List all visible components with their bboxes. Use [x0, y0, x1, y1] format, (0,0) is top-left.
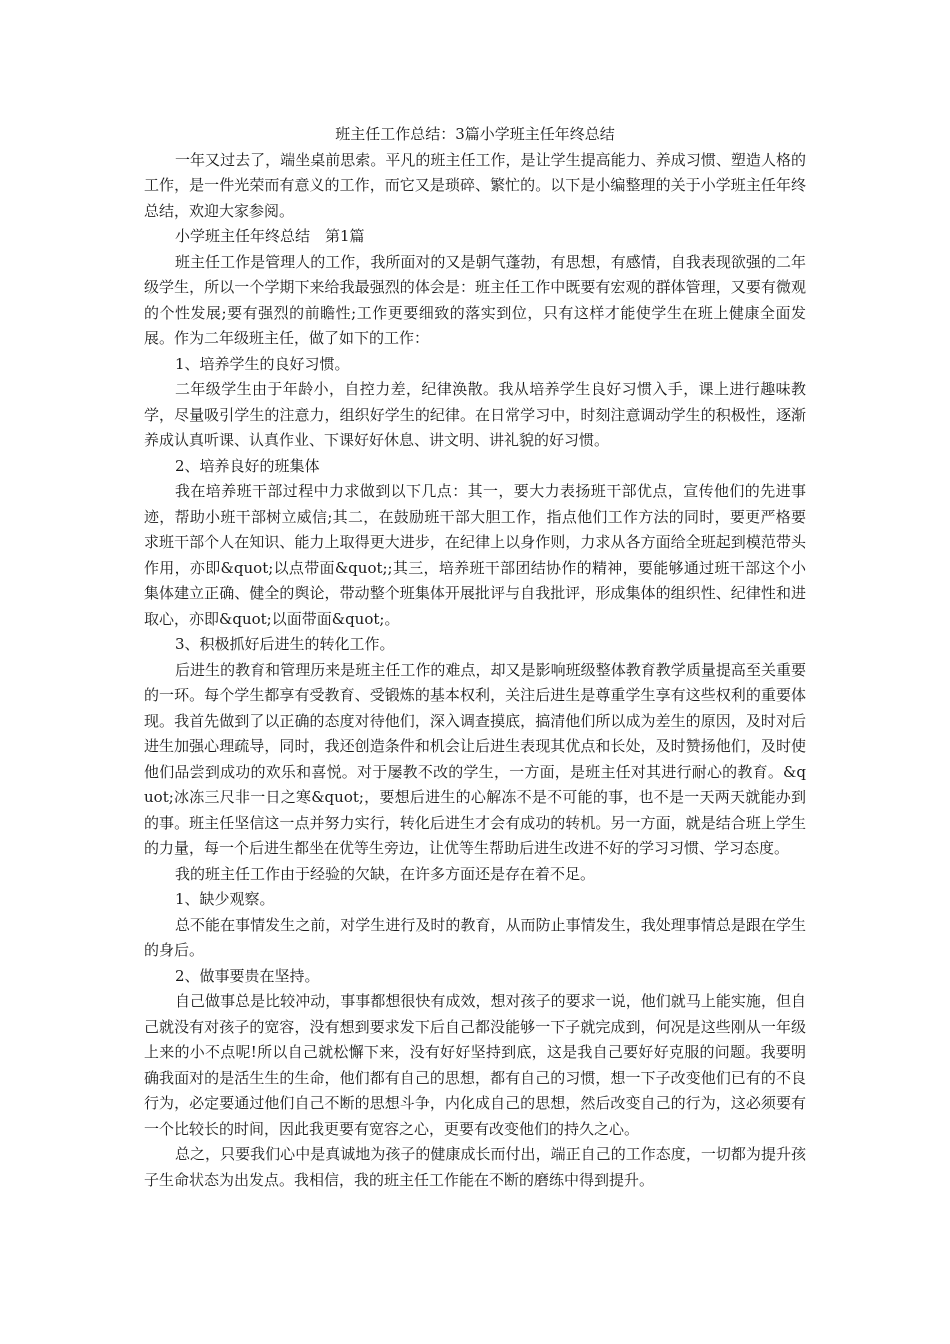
paragraph: 后进生的教育和管理历来是班主任工作的难点，却又是影响班级整体教育教学质量提高至关重要的一环。每个学生都享有受教育、受锻炼的基本权利，关注后进生是尊重学生享有这些权利的重要体现。我首先做到了以正确的态度对待他们，深入调查摸底，搞清他们所以成为差生的原因，及时对后进生加强心理疏导，同时，我还创造条件和机会让后进生表现其优点和长处，及时赞扬他们，及时使他们品尝到成功的欢乐和喜悦。对于屡教不改的学生，一方面，是班主任对其进行耐心的教育。&quot;冰冻三尺非一日之寒&quot;，要想后进生的心解冻不是不可能的事，也不是一天两天就能办到的事。班主任坚信这一点并努力实行，转化后进生才会有成功的转机。另一方面，就是结合班上学生的力量，每一个后进生都坐在优等生旁边，让优等生帮助后进生改进不好的学习习惯、学习态度。 [144, 660, 806, 857]
paragraph-conclusion: 总之，只要我们心中是真诚地为孩子的健康成长而付出，端正自己的工作态度，一切都为提升孩子生命状态为出发点。我相信，我的班主任工作能在不断的磨练中得到提升。 [144, 1145, 806, 1189]
numbered-heading: 3、积极抓好后进生的转化工作。 [175, 635, 395, 653]
numbered-heading: 1、缺少观察。 [175, 890, 275, 908]
paragraph-intro: 一年又过去了，端坐桌前思索。平凡的班主任工作，是让学生提高能力、养成习惯、塑造人格的工作，是一件光荣而有意义的工作，而它又是琐碎、繁忙的。以下是小编整理的关于小学班主任年终总结，欢迎大家参阅。 [144, 150, 806, 220]
numbered-heading: 2、培养良好的班集体 [175, 456, 320, 475]
paragraph: 班主任工作是管理人的工作，我所面对的又是朝气蓬勃，有思想，有感情，自我表现欲强的二年级学生，所以一个学期下来给我最强烈的体会是：班主任工作中既要有宏观的群体管理，又要有微观的个性发展;要有强烈的前瞻性;工作更要细致的落实到位，只有这样才能使学生在班上健康全面发展。作为二年级班主任，做了如下的工作： [144, 252, 806, 347]
section-heading-part-1: 小学班主任年终总结 第1篇 [175, 227, 365, 245]
numbered-heading: 2、做事要贵在坚持。 [175, 966, 320, 985]
numbered-heading: 1、培养学生的良好习惯。 [175, 354, 350, 373]
document-body [144, 122, 806, 1193]
paragraph: 我在培养班干部过程中力求做到以下几点：其一，要大力表扬班干部优点，宣传他们的先进事迹，帮助小班干部树立威信;其二，在鼓励班干部大胆工作，指点他们工作方法的同时，要更严格要求班干部个人在知识、能力上取得更大进步，在纪律上以身作则，力求从各方面给全班起到模范带头作用，亦即&quot;以点带面&quot;;其三，培养班干部团结协作的精神，要能够通过班干部这个小集体建立正确、健全的舆论，带动整个班集体开展批评与自我批评，形成集体的组织性、纪律性和进取心，亦即&quot;以面带面&quot;。 [144, 482, 806, 628]
paragraph: 二年级学生由于年龄小，自控力差，纪律涣散。我从培养学生良好习惯入手，课上进行趣味教学，尽量吸引学生的注意力，组织好学生的纪律。在日常学习中，时刻注意调动学生的积极性，逐渐养成认真听课、认真作业、下课好好休息、讲文明、讲礼貌的好习惯。 [144, 380, 806, 449]
document-title: 班主任工作总结：3篇小学班主任年终总结 [335, 125, 615, 143]
paragraph: 我的班主任工作由于经验的欠缺，在许多方面还是存在着不足。 [175, 864, 596, 883]
paragraph: 自己做事总是比较冲动，事事都想很快有成效，想对孩子的要求一说，他们就马上能实施，但自己就没有对孩子的宽容，没有想到要求发下后自己都没能够一下子就完成到，何况是这些刚从一年级上来的小不点呢!所以自己就松懈下来，没有好好坚持到底，这是我自己要好好克服的问题。我要明确我面对的是活生生的生命，他们都有自己的思想，都有自己的习惯，想一下子改变他们已有的不良行为，必定要通过他们自己不断的思想斗争，内化成自己的思想，然后改变自己的行为，这必须要有一个比较长的时间，因此我更要有宽容之心，更要有改变他们的持久之心。 [144, 992, 806, 1138]
paragraph: 总不能在事情发生之前，对学生进行及时的教育，从而防止事情发生，我处理事情总是跟在学生的身后。 [144, 915, 806, 959]
